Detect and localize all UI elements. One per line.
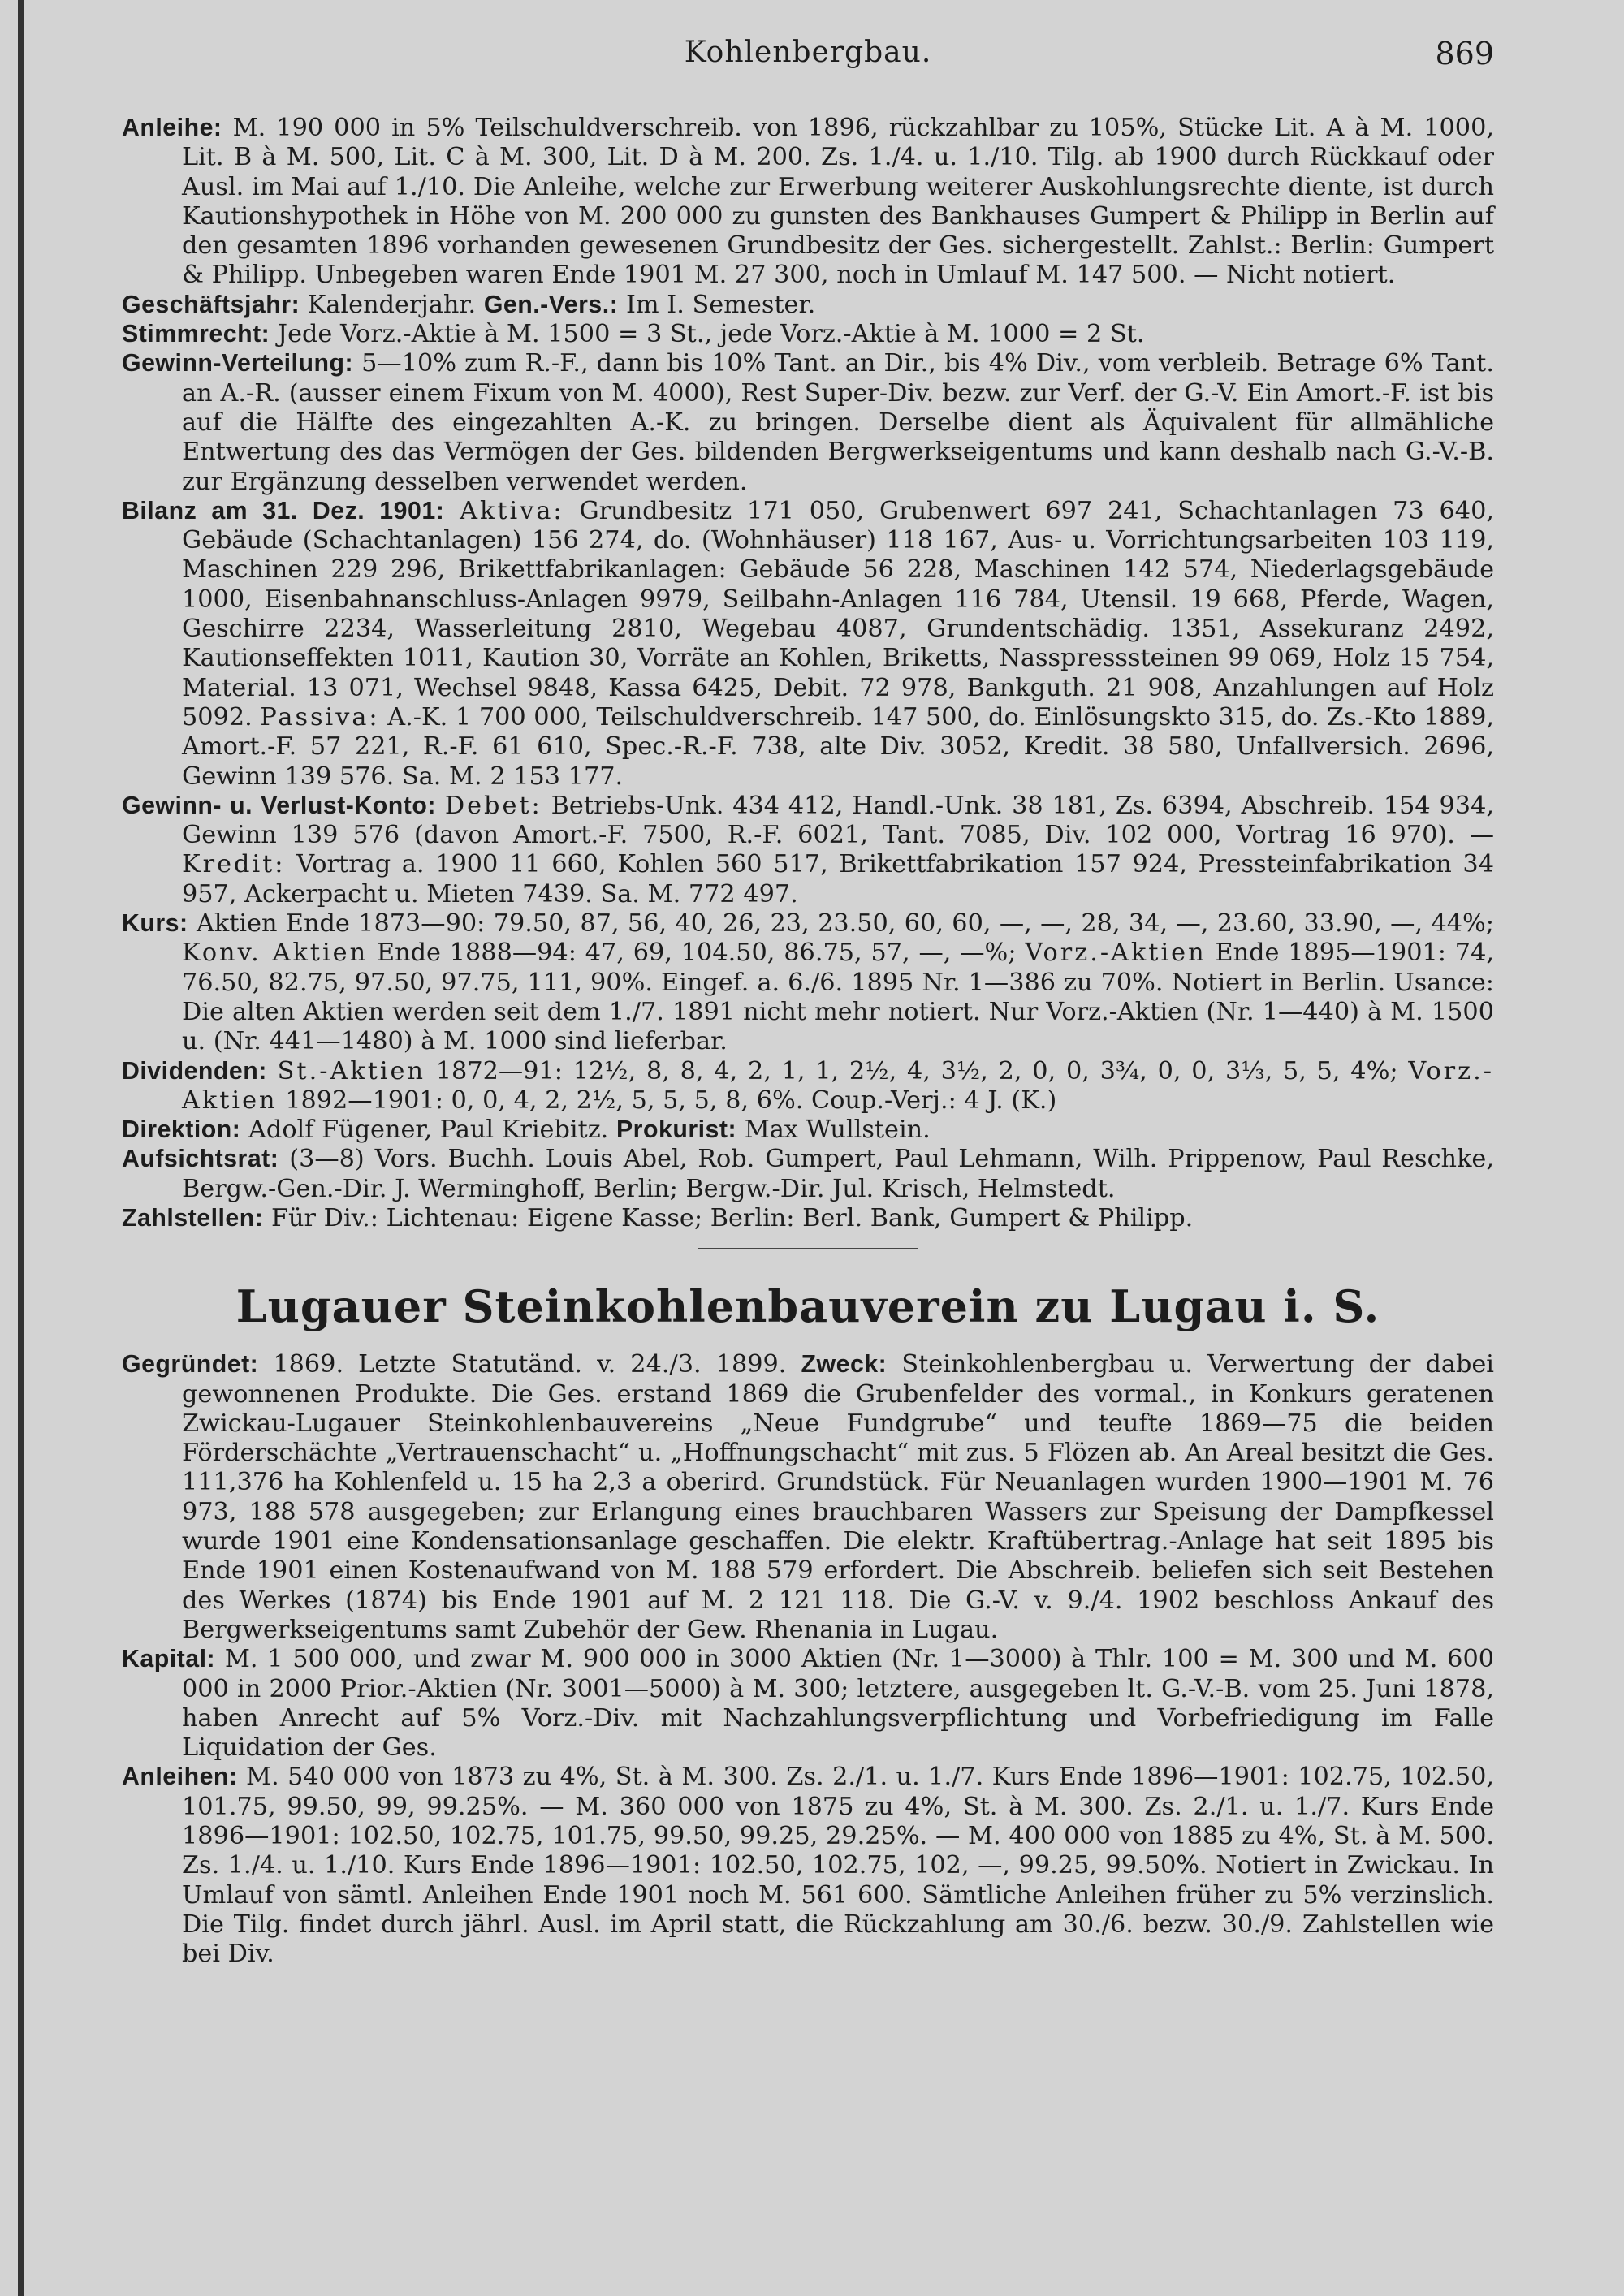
kurs-label-konv: Konv. Aktien (182, 939, 369, 968)
kurs-text-konv: Ende 1888—94: 47, 69, 104.50, 86.75, 57, —, —%; (376, 939, 1017, 968)
entry-zahlstellen (122, 1204, 1494, 1233)
entry-label: Bilanz am 31. Dez. 1901: (122, 497, 445, 524)
entry-label: Direktion: (122, 1116, 241, 1144)
entry-text: M. 1 500 000, und zwar M. 900 000 in 3000 Aktien (Nr. 1—3000) à Thlr. 100 = M. 300 und M. 600 000 in 2000 Prior.-Aktien (Nr. 3001—5000) à M. 300; letztere, ausgegeben lt. G.-V.-B. vom 25. Juni 1878, haben Anrecht auf 5% Vorz.-Div. mit Nachzahlungsverpflichtung und Vorbefriedigung im Falle Liquidation der Ges. (182, 1645, 1494, 1763)
debet-text: Betriebs-Unk. 434 412, Handl.-Unk. 38 181, Zs. 6394, Abschreib. 154 934, Gewinn 139 576 (davon Amort.-F. 7500, R.-F. 6021, Tant. 7085, Div. 102 000, Vortrag 16 970). — (182, 791, 1494, 850)
text-column (122, 114, 1494, 1970)
entry-label: Anleihe: (122, 114, 222, 141)
entry-text-gen-vers: Im I. Semester. (625, 290, 816, 319)
entry-label: Geschäftsjahr: (122, 291, 300, 318)
entry-text: (3—8) Vors. Buchh. Louis Abel, Rob. Gumpert, Paul Lehmann, Wilh. Prippenow, Paul Reschke, Bergw.-Gen.-Dir. J. Werminghoff, Berlin; Bergw.-Dir. Jul. Krisch, Helmstedt. (182, 1145, 1494, 1203)
entry-text: Jede Vorz.-Aktie à M. 1500 = 3 St., jede Vorz.-Aktie à M. 1000 = 2 St. (277, 320, 1145, 349)
entry-label-prokurist: Prokurist: (615, 1116, 737, 1144)
entry-label: Gewinn- u. Verlust-Konto: (122, 792, 436, 819)
company-title: Lugauer Steinkohlenbauverein zu Lugau i. S. (235, 1280, 1380, 1333)
entry-text-zweck: Steinkohlenbergbau u. Verwertung der dabei gewonnenen Produkte. Die Ges. erstand 1869 die Grubenfelder des vormal., in Konkurs geratenen Zwickau-Lugauer Steinkohlenbauvereins „Neue Fundgrube“ und teufte 1869—75 die beiden Förderschächte „Vertrauenschacht“ u. „Hoffnungschacht“ mit zus. 5 Flözen ab. An Areal besitzt die Ges. 111,376 ha Kohlenfeld u. 15 ha 2,3 a oberird. Grundstück. Für Neuanlagen wurden 1900—1901 M. 76 973, 188 578 ausgegeben; zur Erlangung eines brauchbaren Wassers zur Speisung der Dampfkessel wurde 1901 eine Kondensationsanlage geschaffen. Die elektr. Kraftübertrag.-Anlage hat seit 1895 bis Ende 1901 einen Kostenaufwand von M. 188 579 erfordert. Die Abschreib. beliefen sich seit Bestehen des Werkes (1874) bis Ende 1901 auf M. 2 121 118. Die G.-V. v. 9./4. 1902 beschloss Ankauf des Bergwerkseigentums samt Zubehör der Gew. Rhenania in Lugau. (182, 1350, 1494, 1644)
kurs-text-aktien: Aktien Ende 1873—90: 79.50, 87, 56, 40, 26, 23, 23.50, 60, 60, —, —, 28, 34, —, 23.60, 33.90, —, 44%; (196, 909, 1494, 939)
entry-label: Kapital: (122, 1646, 216, 1673)
running-header (122, 36, 1494, 84)
entry-label: Gewinn-Verteilung: (122, 350, 354, 378)
entry-text: 1869. Letzte Statutänd. v. 24./3. 1899. (273, 1350, 787, 1379)
entry-aufsichtsrat (122, 1145, 1494, 1204)
kurs-text-vorz: Ende 1895—1901: 74, 76.50, 82.75, 97.50, 97.75, 111, 90%. Eingef. a. 6./6. 1895 Nr. 1—386 zu 70%. Notiert in Berlin. Usance: Die alten Aktien werden seit dem 1./7. 1891 nicht mehr notiert. Nur Vorz.-Aktien (Nr. 1—440) à M. 1500 u. (Nr. 441—1480) à M. 1000 sind lieferbar. (182, 939, 1494, 1056)
entry-text-prokurist: Max Wullstein. (744, 1116, 931, 1145)
entry-gewinn-verlust-konto (122, 792, 1494, 909)
entry-text: M. 540 000 von 1873 zu 4%, St. à M. 300. Zs. 2./1. u. 1./7. Kurs Ende 1896—1901: 102.75, 102.50, 101.75, 99.50, 99, 99.25%. — M. 360 000 von 1875 zu 4%, St. à M. 300. Zs. 2./1. u. 1./7. Kurs Ende 1896—1901: 102.50, 102.75, 101.75, 99.50, 99.25, 29.25%. — M. 400 000 von 1885 zu 4%, St. à M. 500. Zs. 1./4. u. 1./10. Kurs Ende 1896—1901: 102.50, 102.75, 102, —, 99.25, 99.50%. Notiert in Zwickau. In Umlauf von sämtl. Anleihen Ende 1901 noch M. 561 600. Sämtliche Anleihen früher zu 5% verzinslich. Die Tilg. findet durch jährl. Ausl. im April statt, die Rückzahlung am 30./6. bezw. 30./9. Zahlstellen wie bei Div. (182, 1763, 1495, 1969)
entry-text: M. 190 000 in 5% Teilschuldverschreib. von 1896, rückzahlbar zu 105%, Stücke Lit. A à M. 1000, Lit. B à M. 500, Lit. C à M. 300, Lit. D à M. 200. Zs. 1./4. u. 1./10. Tilg. ab 1900 durch Rückkauf oder Ausl. im Mai auf 1./10. Die Anleihe, welche zur Erwerbung weiterer Auskohlungsrechte diente, ist durch Kautionshypothek in Höhe von M. 200 000 zu gunsten des Bankhauses Gumpert & Philipp in Berlin auf den gesamten 1896 vorhanden gewesenen Grundbesitz der Ges. sichergestellt. Zahlst.: Berlin: Gumpert & Philipp. Unbegeben waren Ende 1901 M. 27 300, noch in Umlauf M. 147 500. — Nicht notiert. (182, 114, 1494, 290)
entry-label: Anleihen: (122, 1763, 238, 1791)
entry-text: Für Div.: Lichtenau: Eigene Kasse; Berlin: Berl. Bank, Gumpert & Philipp. (271, 1203, 1194, 1232)
div-text-st: 1872—91: 12½, 8, 8, 4, 2, 1, 1, 2½, 4, 3½, 2, 0, 0, 3¾, 0, 0, 3⅓, 5, 5, 4%; (435, 1056, 1398, 1085)
passiva-text: A.-K. 1 700 000, Teilschuldverschreib. 147 500, do. Einlösungskto 315, do. Zs.-Kto 1889, Amort.-F. 57 221, R.-F. 61 610, Spec.-R.-F. 738, alte Div. 3052, Kredit. 38 580, Unfallversich. 2696, Gewinn 139 576. Sa. M. 2 153 177. (182, 702, 1494, 791)
div-label-vorz: Vorz.-Aktien (182, 1056, 1494, 1115)
entry-anleihen (122, 1763, 1494, 1969)
running-title: Kohlenbergbau. (684, 36, 932, 69)
entry-label-gen-vers: Gen.-Vers.: (483, 291, 619, 318)
entry-text: Kalenderjahr. (307, 290, 477, 319)
entry-label: Kurs: (122, 910, 188, 938)
entry-label-zweck: Zweck: (801, 1351, 888, 1379)
entry-label: Gegründet: (122, 1351, 259, 1379)
passiva-label: Passiva: (260, 702, 380, 732)
entry-label: Dividenden: (122, 1057, 267, 1085)
page-edge-shadow (18, 0, 24, 2296)
entry-label: Aufsichtsrat: (122, 1146, 279, 1173)
kredit-text: Vortrag a. 1900 11 660, Kohlen 560 517, Brikettfabrikation 157 924, Pressteinfabrikation 34 957, Ackerpacht u. Mieten 7439. Sa. M. 772 497. (182, 850, 1494, 908)
div-label-st: St.-Aktien (277, 1056, 425, 1085)
section-divider (698, 1248, 918, 1249)
entry-text: 5—10% zum R.-F., dann bis 10% Tant. an Dir., bis 4% Div., vom verbleib. Betrage 6% Tant. an A.-R. (ausser einem Fixum von M. 4000), Rest Super-Div. bezw. zur Verf. der G.-V. Ein Amort.-F. ist bis auf die Hälfte des eingezahlten A.-K. zu bringen. Derselbe dient als Äquivalent für allmähliche Entwertung des das Vermögen der Ges. bildenden Bergwerkseigentums und kann deshalb nach G.-V.-B. zur Ergänzung desselben verwendet werden. (182, 349, 1494, 496)
kurs-label-vorz: Vorz.-Aktien (1025, 939, 1207, 968)
entry-bilanz (122, 497, 1494, 792)
debet-label: Debet: (444, 791, 542, 820)
entry-geschaeftsjahr (122, 291, 1494, 320)
entry-label: Zahlstellen: (122, 1204, 264, 1232)
entry-dividenden (122, 1057, 1494, 1116)
div-text-vorz: 1892—1901: 0, 0, 4, 2, 2½, 5, 5, 5, 8, 6%. Coup.-Verj.: 4 J. (K.) (285, 1085, 1057, 1115)
entry-stimmrecht (122, 320, 1494, 349)
entry-gewinn-verteilung (122, 349, 1494, 496)
entry-gegruendet (122, 1350, 1494, 1645)
entry-text: Adolf Fügener, Paul Kriebitz. (248, 1116, 609, 1145)
aktiva-label: Aktiva: (460, 496, 564, 525)
entry-anleihe (122, 114, 1494, 291)
entry-label: Stimmrecht: (122, 321, 270, 348)
kredit-label: Kredit: (182, 850, 286, 879)
entry-direktion (122, 1116, 1494, 1145)
entry-kapital (122, 1645, 1494, 1763)
entry-kurs (122, 909, 1494, 1056)
page-number: 869 (1435, 36, 1494, 71)
aktiva-text: Grundbesitz 171 050, Grubenwert 697 241, Schachtanlagen 73 640, Gebäude (Schachtanlagen) 156 274, do. (Wohnhäuser) 118 167, Aus- u. Vorrichtungsarbeiten 103 119, Maschinen 229 296, Brikettfabrikanlagen: Gebäude 56 228, Maschinen 142 574, Niederlagsgebäude 1000, Eisenbahnanschluss-Anlagen 9979, Seilbahn-Anlagen 116 784, Utensil. 19 668, Pferde, Wagen, Geschirre 2234, Wasserleitung 2810, Wegebau 4087, Grundentschädig. 1351, Assekuranz 2492, Kautionseffekten 1011, Kaution 30, Vorräte an Kohlen, Briketts, Nasspresssteinen 99 069, Holz 15 754, Material. 13 071, Wechsel 9848, Kassa 6425, Debit. 72 978, Bankguth. 21 908, Anzahlungen auf Holz 5092. (182, 496, 1494, 732)
